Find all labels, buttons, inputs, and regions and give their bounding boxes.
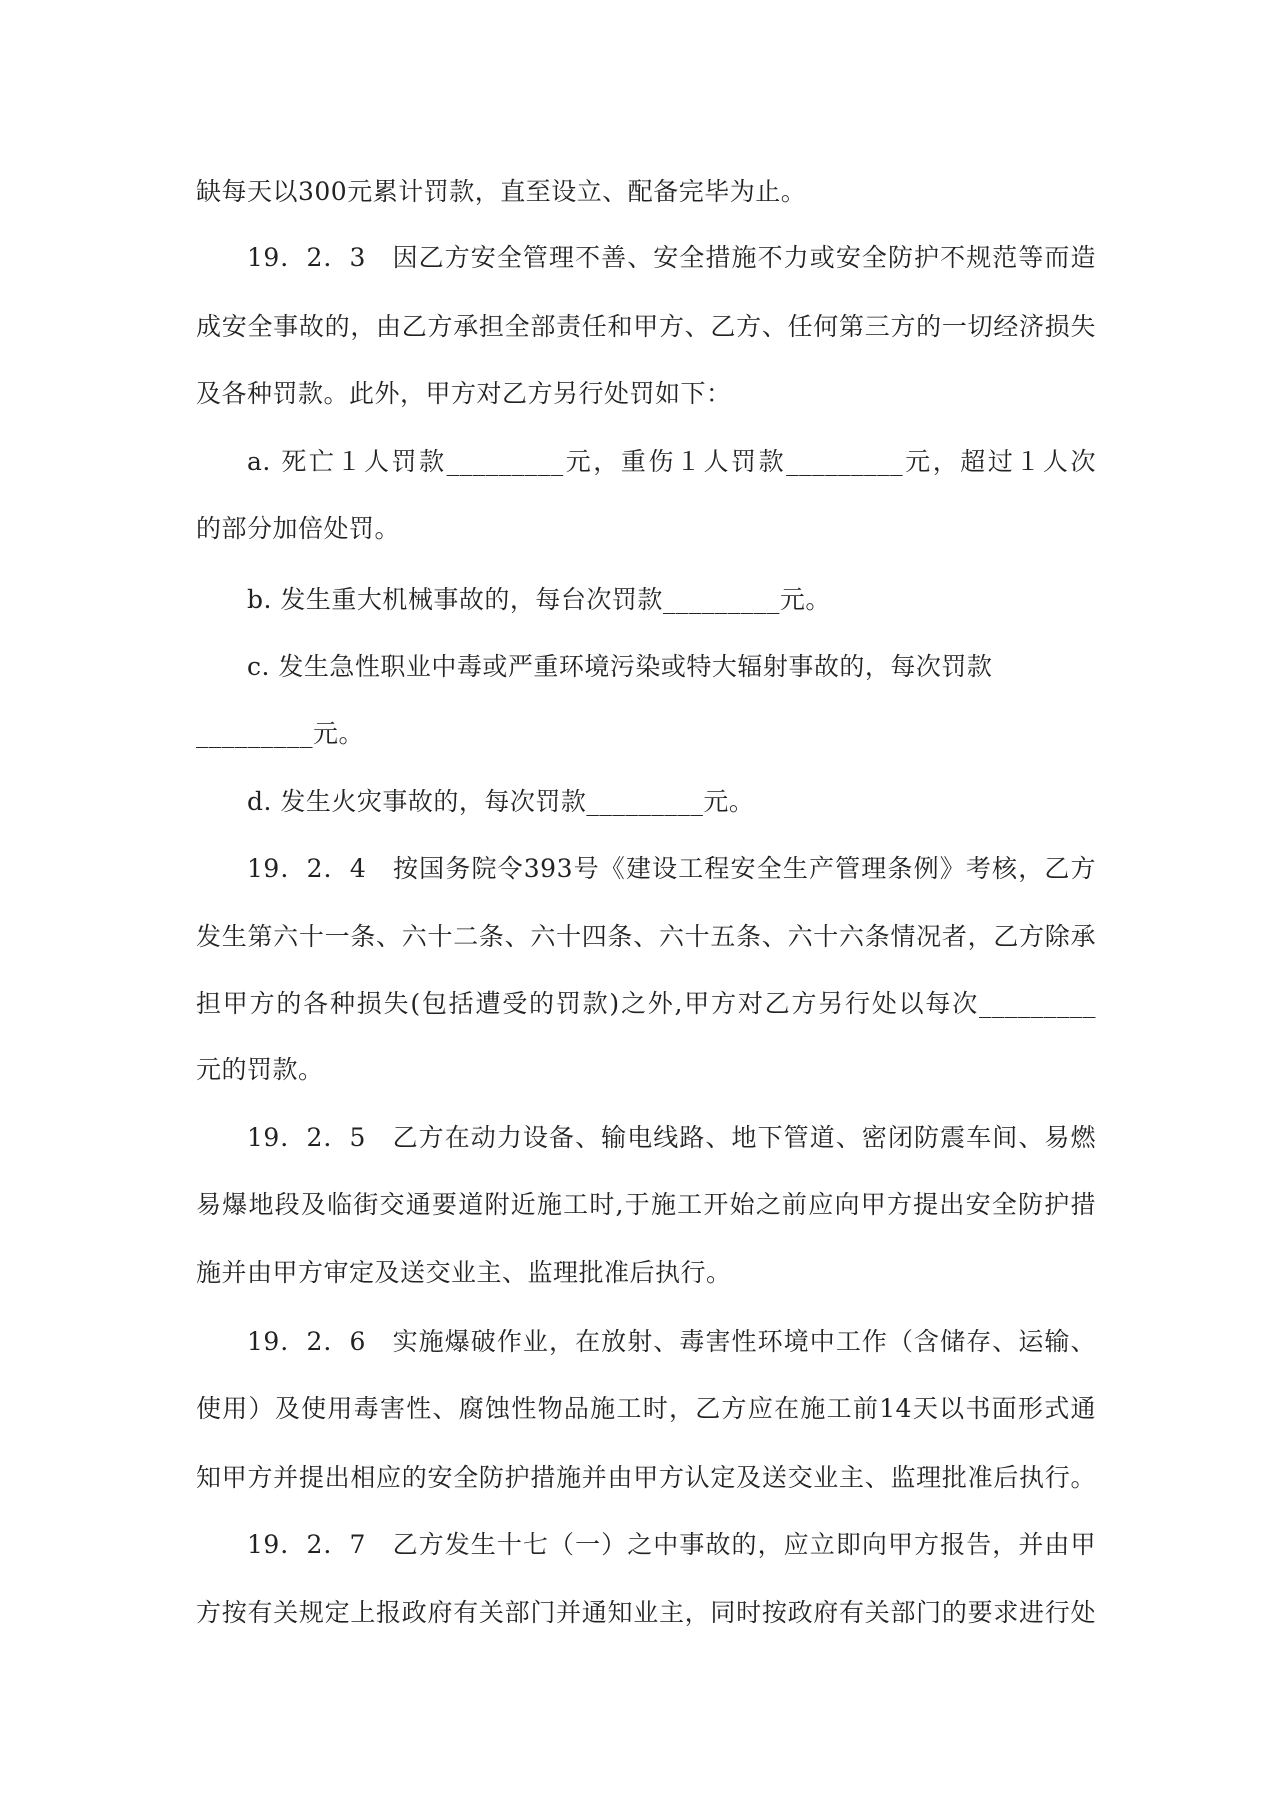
text-line: 易爆地段及临街交通要道附近施工时,于施工开始之前应向甲方提出安全防护措	[196, 1190, 1096, 1219]
clause-19-2-5-heading: 19．2．5 乙方在动力设备、输电线路、地下管道、密闭防震车间、易燃	[247, 1123, 1096, 1152]
item-d: d. 发生火灾事故的，每次罚款_________元。	[247, 787, 755, 816]
text-line: 担甲方的各种损失(包括遭受的罚款)之外,甲方对乙方另行处以每次_________	[196, 989, 1096, 1018]
text-line: 知甲方并提出相应的安全防护措施并由甲方认定及送交业主、监理批准后执行。	[196, 1463, 1096, 1492]
text-line: 及各种罚款。此外，甲方对乙方另行处罚如下：	[196, 379, 732, 408]
text-line: 发生第六十一条、六十二条、六十四条、六十五条、六十六条情况者，乙方除承	[196, 922, 1096, 951]
item-a: a. 死亡１人罚款_________元，重伤１人罚款_________元，超过１人次	[247, 447, 1096, 476]
item-b: b. 发生重大机械事故的，每台次罚款_________元。	[247, 585, 831, 614]
clause-19-2-7-heading: 19．2．7 乙方发生十七（一）之中事故的，应立即向甲方报告，并由甲	[247, 1530, 1096, 1559]
clause-19-2-4-heading: 19．2．4 按国务院令393号《建设工程安全生产管理条例》考核，乙方	[247, 854, 1096, 883]
text-line: 的部分加倍处罚。	[196, 514, 401, 543]
clause-19-2-3-heading: 19．2．3 因乙方安全管理不善、安全措施不力或安全防护不规范等而造	[247, 243, 1096, 272]
text-line: 缺每天以300元累计罚款，直至设立、配备完毕为止。	[196, 177, 807, 206]
text-line: _________元。	[196, 719, 365, 748]
text-line: 元的罚款。	[196, 1055, 324, 1084]
item-c: c. 发生急性职业中毒或严重环境污染或特大辐射事故的，每次罚款	[247, 652, 993, 681]
text-line: 施并由甲方审定及送交业主、监理批准后执行。	[196, 1258, 732, 1287]
text-line: 方按有关规定上报政府有关部门并通知业主，同时按政府有关部门的要求进行处	[196, 1598, 1096, 1627]
clause-19-2-6-heading: 19．2．6 实施爆破作业，在放射、毒害性环境中工作（含储存、运输、	[247, 1327, 1096, 1356]
text-line: 使用）及使用毒害性、腐蚀性物品施工时，乙方应在施工前14天以书面形式通	[196, 1394, 1096, 1423]
text-line: 成安全事故的，由乙方承担全部责任和甲方、乙方、任何第三方的一切经济损失	[196, 312, 1096, 341]
